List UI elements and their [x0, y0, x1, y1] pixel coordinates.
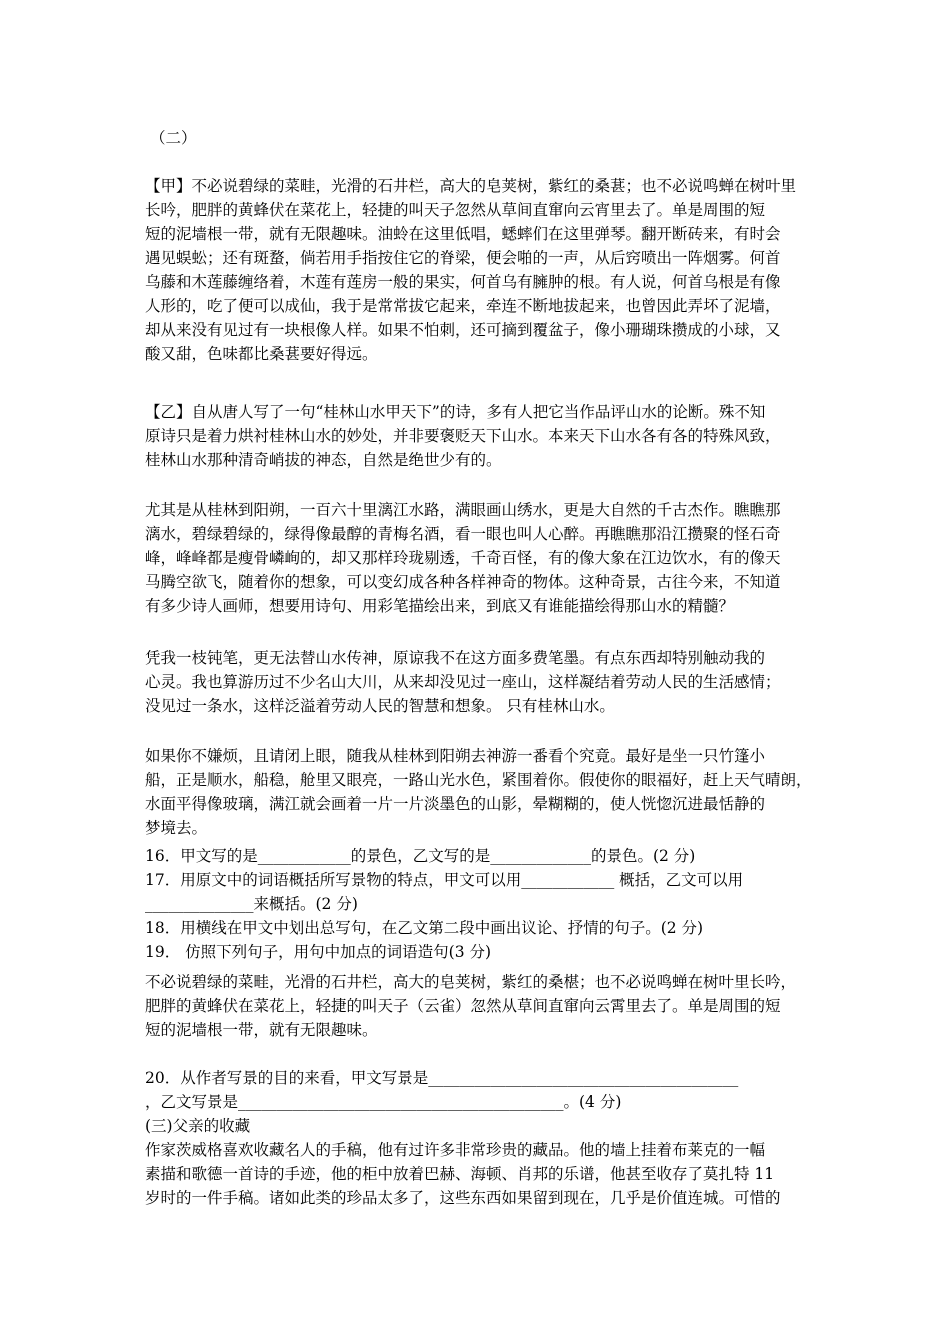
text-line: 漓水，碧绿碧绿的，绿得像最醇的青梅名酒，看一眼也叫人心醉。再瞧瞧那沿江攒聚的怪石奇: [145, 525, 781, 543]
text-line: 水面平得像玻璃，满江就会画着一片一片淡墨色的山影，晕糊糊的，使人恍惚沉进最恬静的: [145, 795, 766, 813]
text-line: ，乙文写景是__________________________________________。(4 分): [145, 1093, 622, 1111]
text-line: 不必说碧绿的菜畦，光滑的石井栏，高大的皂荚树，紫红的桑椹；也不必说鸣蝉在树叶里长吟，: [145, 973, 797, 991]
text-line: 岁时的一件手稿。诸如此类的珍品太多了，这些东西如果留到现在，几乎是价值连城。可惜的: [145, 1189, 781, 1207]
text-line: 马腾空欲飞，随着你的想象，可以变幻成各种各样神奇的物体。这种奇景，古往今来，不知道: [145, 573, 781, 591]
section-two-heading: （二）: [150, 129, 197, 147]
section-three-title: (三)父亲的收藏: [145, 1117, 251, 1135]
text-line: 原诗只是着力烘衬桂林山水的妙处，并非要褒贬天下山水。本来天下山水各有各的特殊风致，: [145, 427, 781, 445]
text-line: 人形的，吃了便可以成仙，我于是常常拔它起来，牵连不断地拔起来，也曾因此弄坏了泥墙，: [145, 297, 781, 315]
passage-yi-paragraph-3: [145, 646, 815, 718]
passage-jia: [145, 174, 815, 366]
text-line: 素描和歌德一首诗的手迹，他的柜中放着巴赫、海顿、肖邦的乐谱，他甚至收存了莫扎特 11: [145, 1165, 775, 1183]
text-line: 尤其是从桂林到阳朔，一百六十里漓江水路，满眼画山绣水，更是大自然的千古杰作。瞧瞧那: [145, 501, 781, 519]
text-line: 梦境去。: [145, 819, 208, 837]
text-line: 短的泥墙根一带，就有无限趣味。油蛉在这里低唱，蟋蟀们在这里弹琴。翻开断砖来，有时会: [145, 225, 781, 243]
text-line: 桂林山水那种清奇峭拔的神态，自然是绝世少有的。: [145, 451, 502, 469]
text-line: 酸又甜，色味都比桑葚要好得远。: [145, 345, 378, 363]
passage-yi-paragraph-2: [145, 498, 815, 618]
text-line: 如果你不嫌烦，且请闭上眼，随我从桂林到阳朔去神游一番看个究竟。最好是坐一只竹篷小: [145, 747, 766, 765]
text-line: 肥胖的黄蜂伏在菜花上，轻捷的叫天子（云雀）忽然从草间直窜向云霄里去了。单是周围的短: [145, 997, 781, 1015]
passage-yi-paragraph-4: [145, 744, 815, 840]
text-line: 遇见蜈蚣；还有斑蝥，倘若用手指按住它的脊梁，便会啪的一声，从后窍喷出一阵烟雾。何首: [145, 249, 781, 267]
question-18: 18．用横线在甲文中划出总写句，在乙文第二段中画出议论、抒情的句子。(2 分): [145, 919, 704, 937]
text-line: 乌藤和木莲藤缠络着，木莲有莲房一般的果实，何首乌有臃肿的根。有人说，何首乌根是有像: [145, 273, 781, 291]
question-17-cont: ______________来概括。(2 分): [145, 895, 358, 913]
text-line: 却从来没有见过有一块根像人样。如果不怕刺，还可摘到覆盆子，像小珊瑚珠攒成的小球，又: [145, 321, 781, 339]
question-17: 17．用原文中的词语概括所写景物的特点，甲文可以用____________ 概括，乙文可以用: [145, 871, 744, 889]
question-19: 19． 仿照下列句子，用句中加点的词语造句(3 分): [145, 943, 492, 961]
question-19-sentence: [145, 970, 815, 1042]
text-line: 20．从作者写景的目的来看，甲文写景是________________________________________: [145, 1069, 739, 1087]
text-line: 【乙】自从唐人写了一句“桂林山水甲天下”的诗，多有人把它当作品评山水的论断。殊不知: [145, 403, 766, 421]
text-line: 作家茨威格喜欢收藏名人的手稿，他有过许多非常珍贵的藏品。他的墙上挂着布莱克的一幅: [145, 1141, 766, 1159]
text-line: 船，正是顺水，船稳，舱里又眼亮，一路山光水色，紧围着你。假使你的眼福好，赶上天气晴朗，: [145, 771, 812, 789]
text-line: 【甲】不必说碧绿的菜畦，光滑的石井栏，高大的皂荚树，紫红的桑葚；也不必说鸣蝉在树叶里: [145, 177, 797, 195]
text-line: 凭我一枝钝笔，更无法替山水传神，原谅我不在这方面多费笔墨。有点东西却特别触动我的: [145, 649, 766, 667]
text-line: 心灵。我也算游历过不少名山大川，从来却没见过一座山，这样凝结着劳动人民的生活感情；: [145, 673, 781, 691]
text-line: 有多少诗人画师，想要用诗句、用彩笔描绘出来，到底又有谁能描绘得那山水的精髓？: [145, 597, 735, 615]
text-line: 长吟，肥胖的黄蜂伏在菜花上，轻捷的叫天子忽然从草间直窜向云宵里去了。单是周围的短: [145, 201, 766, 219]
question-16: 16．甲文写的是____________的景色，乙文写的是_____________的景色。(2 分): [145, 847, 696, 865]
text-line: 没见过一条水，这样泛溢着劳动人民的智慧和想象。 只有桂林山水。: [145, 697, 615, 715]
section-three: [145, 1114, 815, 1210]
question-20: [145, 1066, 815, 1114]
text-line: 短的泥墙根一带，就有无限趣味。: [145, 1021, 378, 1039]
questions-16-19: [145, 844, 815, 964]
text-line: 峰，峰峰都是瘦骨嶙峋的，却又那样玲珑剔透，千奇百怪，有的像大象在江边饮水，有的像天: [145, 549, 781, 567]
passage-yi-paragraph-1: [145, 400, 815, 472]
